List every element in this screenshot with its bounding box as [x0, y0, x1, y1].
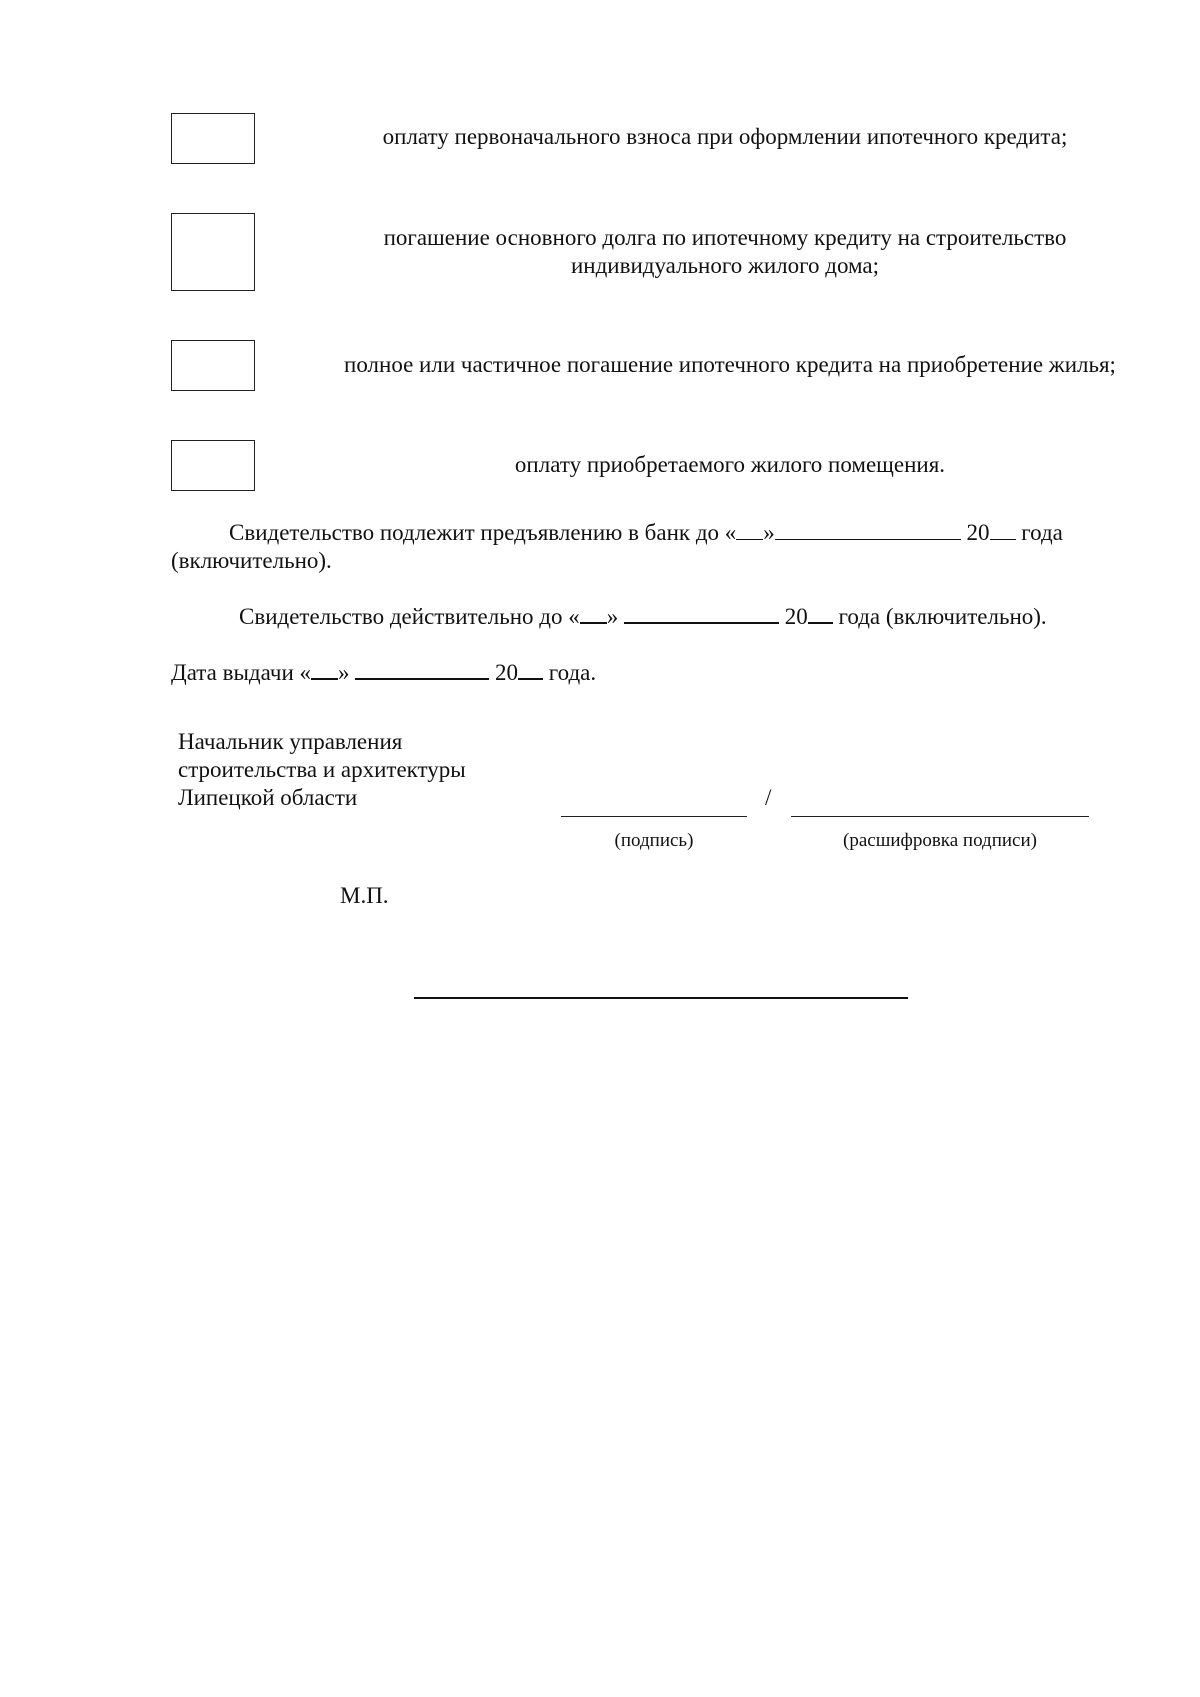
signatory-title-line1: Начальник управления	[178, 729, 403, 754]
option-full-partial-repayment-text: полное или частичное погашение ипотечного кредита на приобретение жилья;	[344, 352, 1116, 377]
presentation-suffix: года	[1021, 520, 1063, 545]
option-initial-payment-text: оплату первоначального взноса при оформлении ипотечного кредита;	[382, 124, 1068, 149]
validity-suffix: года (включительно).	[838, 604, 1047, 629]
validity-prefix: Свидетельство действительно до «	[239, 604, 580, 629]
presentation-month-blank[interactable]	[775, 521, 961, 540]
issue-day-blank[interactable]	[311, 660, 338, 680]
presentation-year-blank[interactable]	[990, 521, 1016, 540]
stamp-placeholder: М.П.	[340, 883, 389, 908]
issue-date-prefix: Дата выдачи «	[171, 660, 312, 685]
presentation-prefix: Свидетельство подлежит предъявлению в банк до «	[229, 520, 737, 545]
presentation-mid: »	[763, 520, 775, 545]
signature-separator: /	[765, 785, 772, 810]
issue-date-mid: »	[338, 660, 350, 685]
signatory-title-line2: строительства и архитектуры	[178, 757, 466, 782]
signature-line[interactable]	[561, 816, 747, 817]
footer-rule	[414, 997, 908, 999]
issue-month-blank[interactable]	[355, 660, 489, 680]
issue-date-line	[171, 659, 596, 687]
presentation-inclusive-line: (включительно).	[171, 548, 332, 573]
issue-date-suffix: года.	[548, 660, 597, 685]
option-principal-repayment-line2: индивидуального жилого дома;	[570, 253, 880, 278]
option-purchase-payment-text: оплату приобретаемого жилого помещения.	[514, 452, 946, 477]
checkbox-purchase-payment[interactable]	[171, 440, 255, 491]
issue-date-year-prefix: 20	[495, 660, 519, 685]
validity-year-blank[interactable]	[808, 604, 833, 624]
signature-decode-caption: (расшифровка подписи)	[843, 830, 1037, 851]
checkbox-initial-payment[interactable]	[171, 113, 255, 164]
checkbox-full-partial-repayment[interactable]	[171, 340, 255, 391]
presentation-day-blank[interactable]	[736, 521, 763, 540]
issue-year-blank[interactable]	[518, 660, 543, 680]
signature-caption: (подпись)	[614, 830, 694, 851]
signatory-title-line3: Липецкой области	[178, 785, 358, 810]
presentation-year-prefix: 20	[966, 520, 990, 545]
presentation-deadline-line	[229, 519, 1063, 547]
signature-decode-line[interactable]	[791, 816, 1089, 817]
validity-day-blank[interactable]	[580, 604, 607, 624]
validity-line	[239, 603, 1047, 631]
validity-month-blank[interactable]	[624, 604, 779, 624]
validity-year-prefix: 20	[784, 604, 808, 629]
checkbox-principal-repayment[interactable]	[171, 213, 255, 291]
validity-mid: »	[606, 604, 619, 629]
option-principal-repayment-line1: погашение основного долга по ипотечному кредиту на строительство	[383, 225, 1067, 250]
